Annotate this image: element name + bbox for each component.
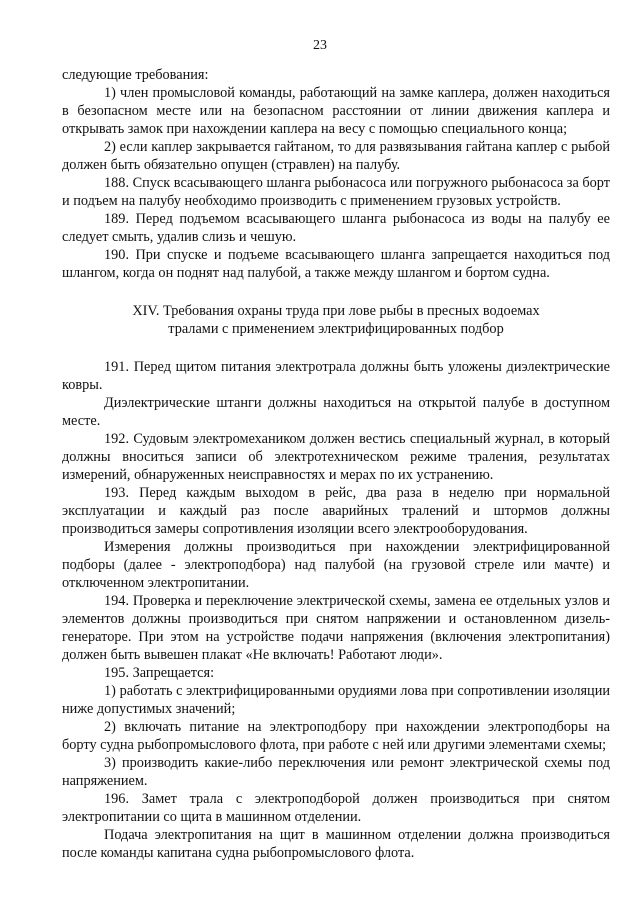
paragraph: 2) включать питание на электроподбору при нахождении электроподборы на борту судна рыбопромыслового флота, при работе с ней или другими элементами схемы; bbox=[62, 719, 610, 753]
page-number: 23 bbox=[313, 38, 327, 53]
paragraph: 189. Перед подъемом всасывающего шланга рыбонасоса из воды на палубу ее следует смыть, удалив слизь и чешую. bbox=[62, 211, 610, 245]
paragraphs-top bbox=[62, 66, 610, 282]
paragraph: 2) если каплер закрывается гайтаном, то для развязывания гайтана каплер с рыбой должен быть обязательно опущен (стравлен) на палубу. bbox=[62, 139, 610, 173]
paragraph: 195. Запрещается: bbox=[104, 665, 215, 681]
paragraph: 193. Перед каждым выходом в рейс, два раза в неделю при нормальной эксплуатации и каждый раз после аварийных тралений и штормов должны производиться замеры сопротивления изоляции всего электрооборудования. bbox=[62, 485, 610, 537]
paragraph: 191. Перед щитом питания электротрала должны быть уложены диэлектрические ковры. bbox=[62, 359, 610, 393]
paragraph: Подача электропитания на щит в машинном отделении должна производиться после команды капитана судна рыбопромыслового флота. bbox=[62, 827, 610, 861]
paragraphs-bottom bbox=[62, 358, 610, 862]
paragraph: 192. Судовым электромехаником должен вестись специальный журнал, в который должны вноситься записи об электротехническом режиме траления, результатах измерений, обнаруженных неисправностях и мерах по их устранению. bbox=[62, 431, 610, 483]
section-heading-line-2: тралами с применением электрифицированных подбор bbox=[168, 321, 504, 337]
paragraph: 188. Спуск всасывающего шланга рыбонасоса или погружного рыбонасоса за борт и подъем на палубу необходимо производить с применением грузовых устройств. bbox=[62, 175, 611, 209]
section-heading bbox=[62, 302, 610, 338]
paragraph: 1) член промысловой команды, работающий на замке каплера, должен находиться в безопасном месте или на безопасном расстоянии от линии движения каплера и открывать замок при нахождении каплера на весу с помощью специального конца; bbox=[62, 85, 610, 137]
paragraph: Измерения должны производиться при нахождении электрифицированной подборы (далее - электроподбора) над палубой (на грузовой стреле или мачте) и отключенном электропитании. bbox=[62, 539, 610, 591]
paragraph: 194. Проверка и переключение электрической схемы, замена ее отдельных узлов и элементов должны производиться при снятом напряжении и остановленном дизель-генераторе. При этом на устройстве подачи напряжения (включения электропитания) должен быть вывешен плакат «Не включать! Работают люди». bbox=[62, 593, 610, 663]
section-heading-line-1: XIV. Требования охраны труда при лове рыбы в пресных водоемах bbox=[132, 303, 540, 319]
paragraph: 190. При спуске и подъеме всасывающего шланга запрещается находиться под шлангом, когда он поднят над палубой, а также между шлангом и бортом судна. bbox=[62, 247, 610, 281]
paragraph: Диэлектрические штанги должны находиться на открытой палубе в доступном месте. bbox=[62, 395, 610, 429]
paragraph: следующие требования: bbox=[62, 67, 209, 83]
paragraph: 196. Замет трала с электроподборой должен производиться при снятом электропитании со щита в машинном отделении. bbox=[62, 791, 610, 825]
paragraph: 3) производить какие-либо переключения или ремонт электрической схемы под напряжением. bbox=[62, 755, 610, 789]
paragraph: 1) работать с электрифицированными орудиями лова при сопротивлении изоляции ниже допустимых значений; bbox=[62, 683, 610, 717]
document-body bbox=[62, 66, 610, 862]
